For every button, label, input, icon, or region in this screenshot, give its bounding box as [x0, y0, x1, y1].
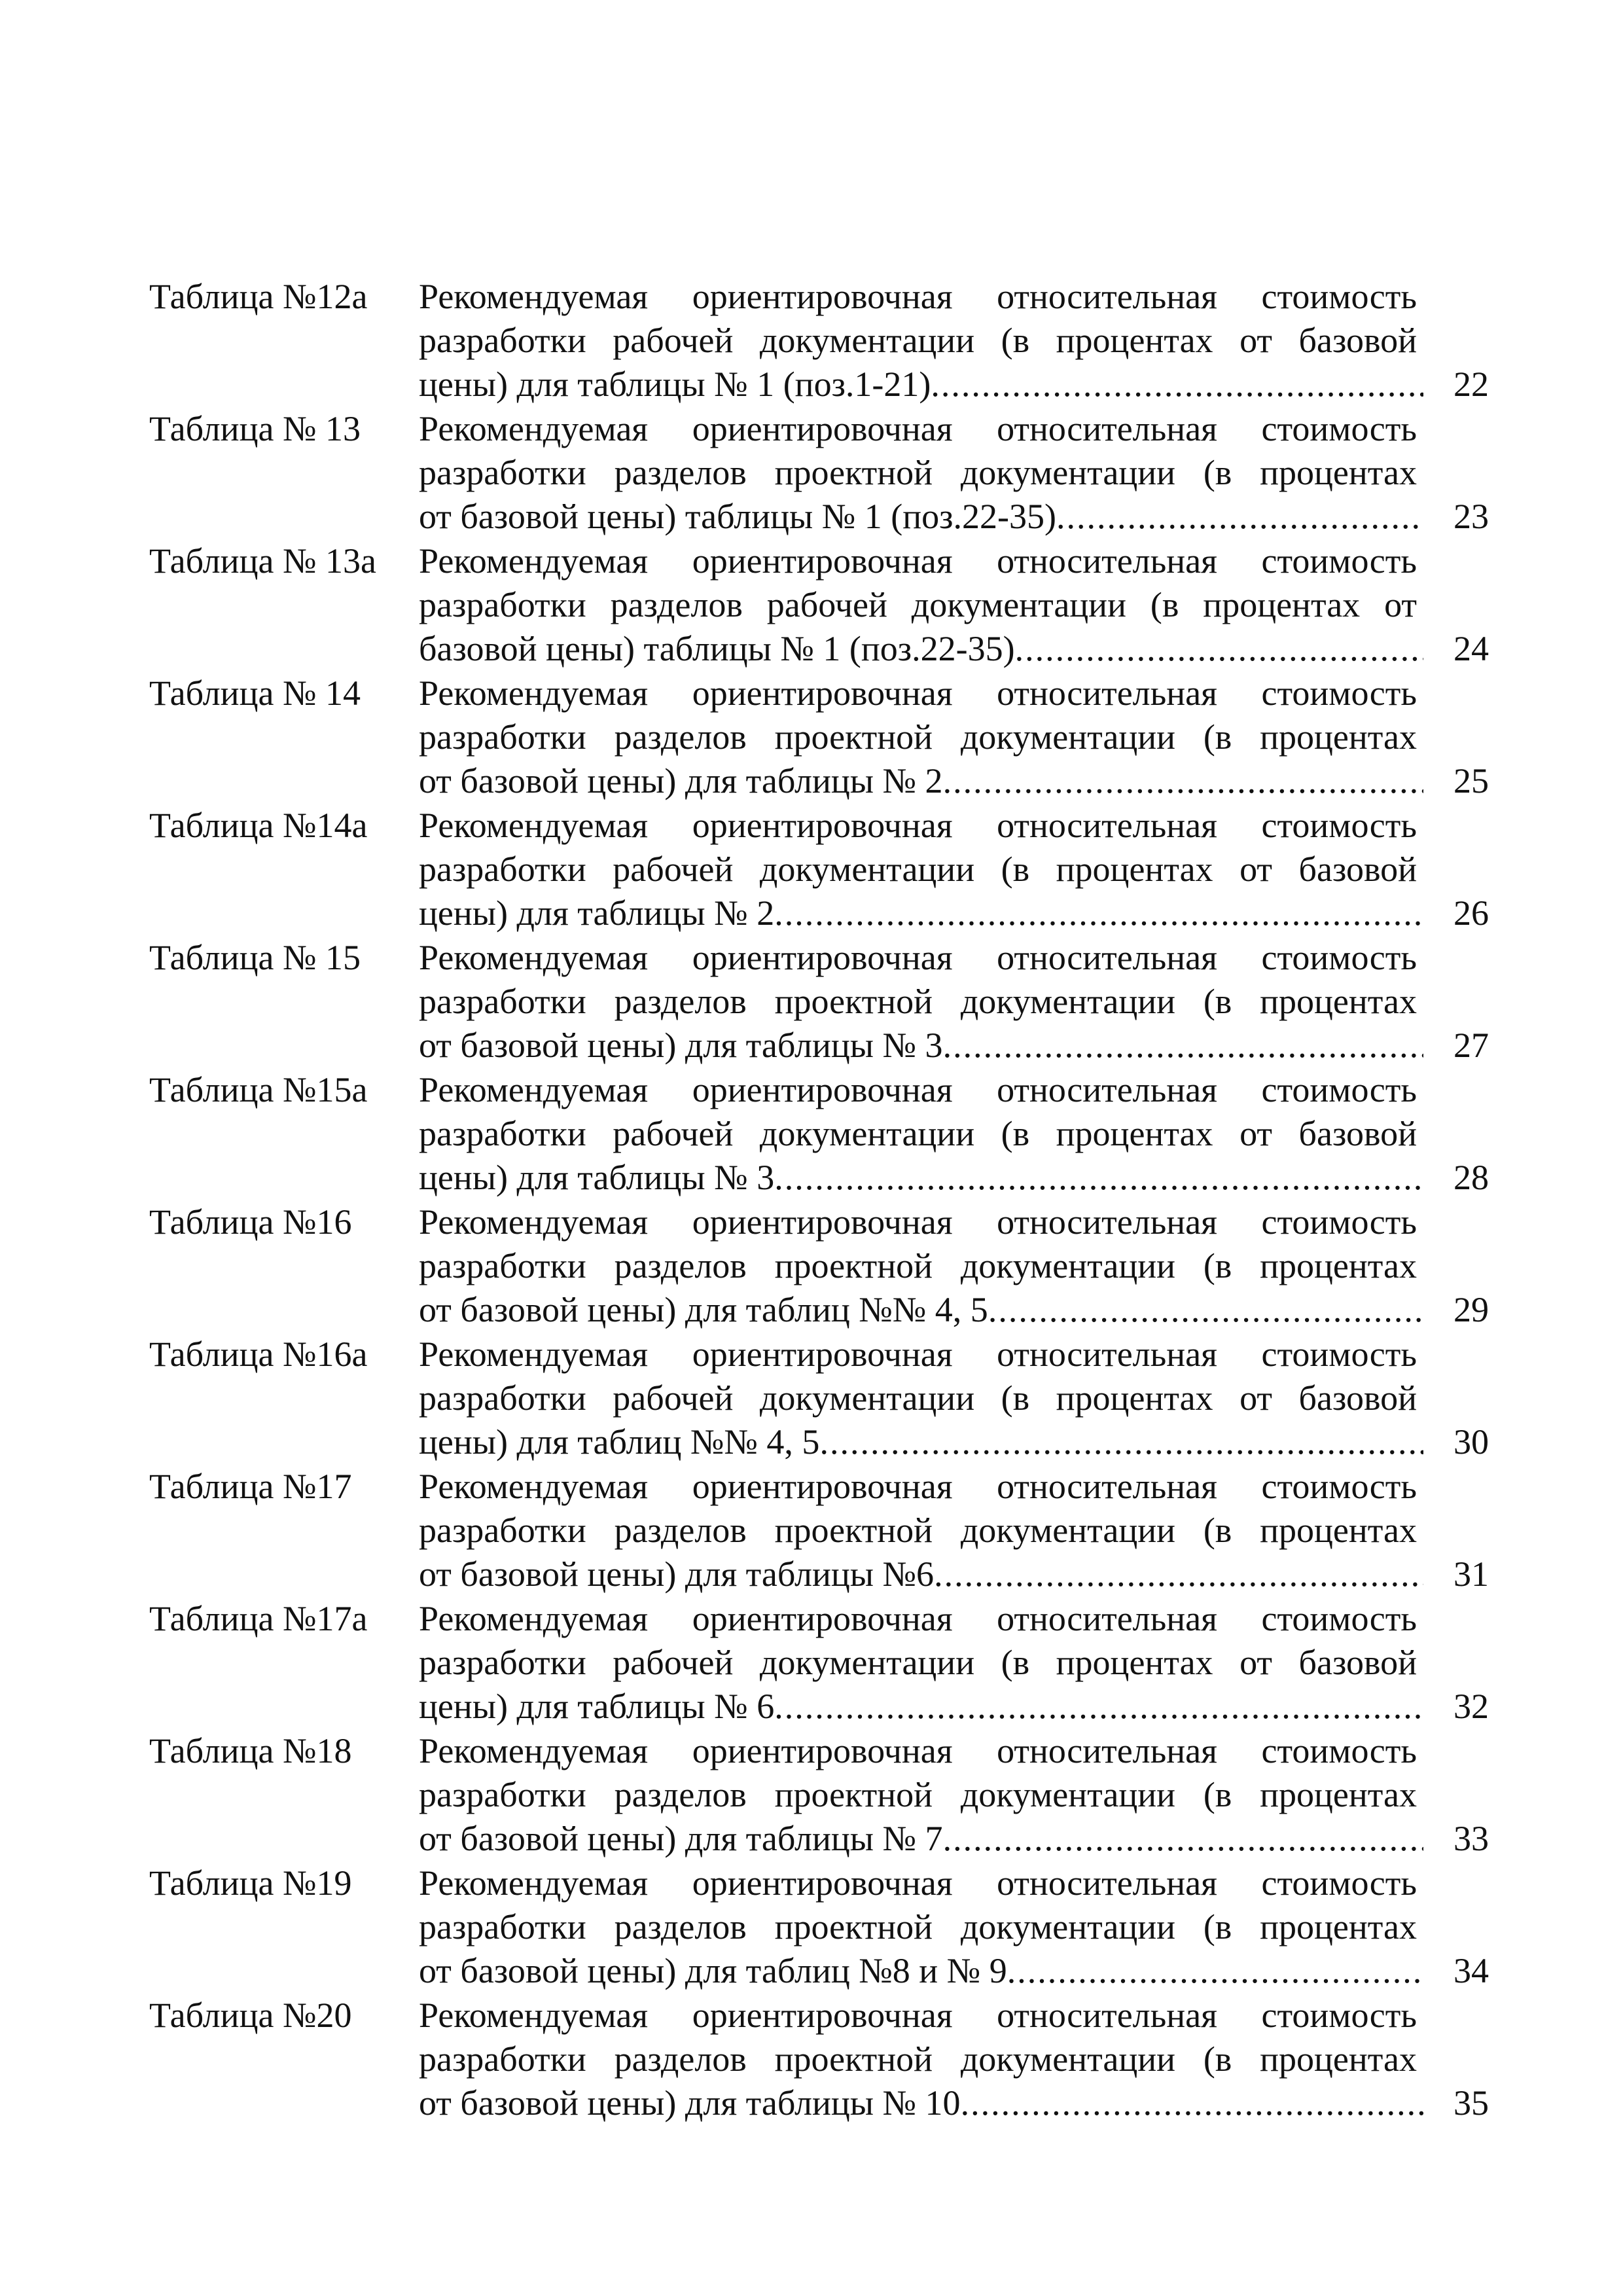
description-line: разработки рабочей документации (в процентах от базовой	[419, 850, 1417, 889]
description-last-line	[419, 1949, 1489, 1993]
description-line: Рекомендуемая ориентировочная относительная стоимость	[419, 541, 1417, 581]
page-number: 26	[1454, 893, 1489, 933]
toc-entry[interactable]	[149, 1861, 1489, 1994]
page-number: 32	[1454, 1687, 1489, 1726]
table-of-contents	[149, 275, 1489, 2126]
table-number-label: Таблица №18	[149, 1731, 352, 1770]
dot-leader	[1056, 495, 1423, 539]
description-line: Рекомендуемая ориентировочная относительная стоимость	[419, 277, 1417, 316]
toc-entry[interactable]	[149, 936, 1489, 1068]
table-number-label: Таблица №19	[149, 1863, 352, 1903]
description-line: базовой цены) таблицы № 1 (поз.22-35)	[419, 629, 1015, 668]
table-number-label: Таблица №16а	[149, 1335, 368, 1374]
dot-leader	[931, 363, 1423, 406]
entry-description	[419, 1465, 1489, 1596]
description-last-line	[419, 1024, 1489, 1067]
table-number-label: Таблица № 13	[149, 409, 361, 448]
description-line: Рекомендуемая ориентировочная относительная стоимость	[419, 806, 1417, 845]
dot-leader	[819, 1420, 1423, 1464]
description-line: разработки рабочей документации (в процентах от базовой	[419, 321, 1417, 360]
description-last-line	[419, 1156, 1489, 1200]
table-number-label: Таблица №20	[149, 1996, 352, 2035]
description-line: разработки разделов проектной документации (в процентах	[419, 2039, 1417, 2079]
page-number: 27	[1454, 1026, 1489, 1065]
description-line: от базовой цены) для таблицы № 10	[419, 2083, 961, 2123]
description-line: Рекомендуемая ориентировочная относительная стоимость	[419, 1599, 1417, 1638]
entry-description	[419, 539, 1489, 671]
table-number-label: Таблица № 15	[149, 938, 361, 977]
entry-description	[419, 275, 1489, 406]
description-last-line	[419, 1817, 1489, 1861]
description-last-line	[419, 1552, 1489, 1596]
table-number-label: Таблица №17	[149, 1467, 352, 1506]
toc-entry[interactable]	[149, 1333, 1489, 1465]
page-number: 30	[1454, 1422, 1489, 1462]
toc-entry[interactable]	[149, 1465, 1489, 1597]
description-line: Рекомендуемая ориентировочная относительная стоимость	[419, 1467, 1417, 1506]
dot-leader	[961, 2081, 1423, 2125]
description-line: разработки разделов проектной документации (в процентах	[419, 453, 1417, 492]
page-number: 25	[1454, 761, 1489, 800]
dot-leader	[1007, 1949, 1423, 1993]
entry-description	[419, 1200, 1489, 1332]
table-number-label: Таблица №15а	[149, 1070, 368, 1109]
description-line: Рекомендуемая ориентировочная относительная стоимость	[419, 409, 1417, 448]
description-last-line	[419, 363, 1489, 406]
page-number: 35	[1454, 2083, 1489, 2123]
description-line: от базовой цены) для таблицы № 2	[419, 761, 943, 800]
entry-description	[419, 407, 1489, 539]
table-number-label: Таблица №14а	[149, 806, 368, 845]
description-line: цены) для таблиц №№ 4, 5	[419, 1422, 820, 1462]
description-last-line	[419, 627, 1489, 671]
description-line: разработки рабочей документации (в процентах от базовой	[419, 1114, 1417, 1153]
dot-leader	[774, 1685, 1423, 1729]
description-line: цены) для таблицы № 6	[419, 1687, 775, 1726]
table-number-label: Таблица № 13а	[149, 541, 376, 581]
dot-leader	[988, 1288, 1423, 1332]
description-line: Рекомендуемая ориентировочная относительная стоимость	[419, 1202, 1417, 1242]
page-number: 22	[1454, 365, 1489, 404]
description-last-line	[419, 2081, 1489, 2125]
description-line: разработки разделов проектной документации (в процентах	[419, 717, 1417, 757]
page-number: 23	[1454, 497, 1489, 536]
description-line: Рекомендуемая ориентировочная относительная стоимость	[419, 1863, 1417, 1903]
entry-description	[419, 672, 1489, 803]
toc-entry[interactable]	[149, 1994, 1489, 2126]
entry-description	[419, 1068, 1489, 1200]
entry-description	[419, 1333, 1489, 1464]
table-number-label: Таблица №12а	[149, 277, 368, 316]
entry-description	[419, 1994, 1489, 2125]
description-line: разработки разделов рабочей документации (в процентах от	[419, 585, 1417, 624]
description-line: разработки разделов проектной документации (в процентах	[419, 1511, 1417, 1550]
page-number: 33	[1454, 1819, 1489, 1858]
table-number-label: Таблица №16	[149, 1202, 352, 1242]
description-line: Рекомендуемая ориентировочная относительная стоимость	[419, 1996, 1417, 2035]
description-line: Рекомендуемая ориентировочная относительная стоимость	[419, 938, 1417, 977]
toc-entry[interactable]	[149, 672, 1489, 804]
description-line: Рекомендуемая ориентировочная относительная стоимость	[419, 1731, 1417, 1770]
dot-leader	[774, 891, 1423, 935]
toc-entry[interactable]	[149, 1597, 1489, 1729]
description-line: от базовой цены) для таблицы № 3	[419, 1026, 943, 1065]
description-last-line	[419, 1288, 1489, 1332]
description-line: от базовой цены) для таблицы №6	[419, 1554, 935, 1594]
page-number: 29	[1454, 1290, 1489, 1329]
description-last-line	[419, 891, 1489, 935]
entry-description	[419, 1597, 1489, 1729]
entry-description	[419, 1861, 1489, 1993]
description-line: разработки разделов проектной документации (в процентах	[419, 1907, 1417, 1946]
page-number: 34	[1454, 1951, 1489, 1990]
description-line: цены) для таблицы № 3	[419, 1158, 775, 1197]
description-line: от базовой цены) для таблиц №8 и № 9	[419, 1951, 1007, 1990]
description-line: Рекомендуемая ориентировочная относительная стоимость	[419, 1070, 1417, 1109]
dot-leader	[774, 1156, 1423, 1200]
dot-leader	[943, 759, 1423, 803]
description-line: Рекомендуемая ориентировочная относительная стоимость	[419, 673, 1417, 713]
description-line: цены) для таблицы № 1 (поз.1-21)	[419, 365, 931, 404]
dot-leader	[934, 1552, 1423, 1596]
description-line: разработки рабочей документации (в процентах от базовой	[419, 1378, 1417, 1418]
entry-description	[419, 936, 1489, 1067]
table-number-label: Таблица №17а	[149, 1599, 368, 1638]
description-line: разработки разделов проектной документации (в процентах	[419, 1246, 1417, 1285]
page-number: 24	[1454, 629, 1489, 668]
toc-entry[interactable]	[149, 1729, 1489, 1861]
toc-entry[interactable]	[149, 1068, 1489, 1200]
description-line: разработки разделов проектной документации (в процентах	[419, 982, 1417, 1021]
toc-entry[interactable]	[149, 804, 1489, 936]
description-line: от базовой цены) таблицы № 1 (поз.22-35)	[419, 497, 1056, 536]
dot-leader	[943, 1024, 1423, 1067]
description-line: разработки рабочей документации (в процентах от базовой	[419, 1643, 1417, 1682]
description-last-line	[419, 1685, 1489, 1729]
toc-entry[interactable]	[149, 1200, 1489, 1333]
dot-leader	[1015, 627, 1423, 671]
toc-entry[interactable]	[149, 539, 1489, 672]
description-last-line	[419, 1420, 1489, 1464]
page-number: 28	[1454, 1158, 1489, 1197]
description-line: цены) для таблицы № 2	[419, 893, 775, 933]
toc-entry[interactable]	[149, 407, 1489, 539]
toc-entry[interactable]	[149, 275, 1489, 407]
description-line: Рекомендуемая ориентировочная относительная стоимость	[419, 1335, 1417, 1374]
dot-leader	[943, 1817, 1423, 1861]
description-line: разработки разделов проектной документации (в процентах	[419, 1775, 1417, 1814]
description-line: от базовой цены) для таблицы № 7	[419, 1819, 943, 1858]
table-number-label: Таблица № 14	[149, 673, 361, 713]
description-last-line	[419, 495, 1489, 539]
description-line: от базовой цены) для таблиц №№ 4, 5	[419, 1290, 988, 1329]
page-number: 31	[1454, 1554, 1489, 1594]
entry-description	[419, 1729, 1489, 1861]
description-last-line	[419, 759, 1489, 803]
entry-description	[419, 804, 1489, 935]
